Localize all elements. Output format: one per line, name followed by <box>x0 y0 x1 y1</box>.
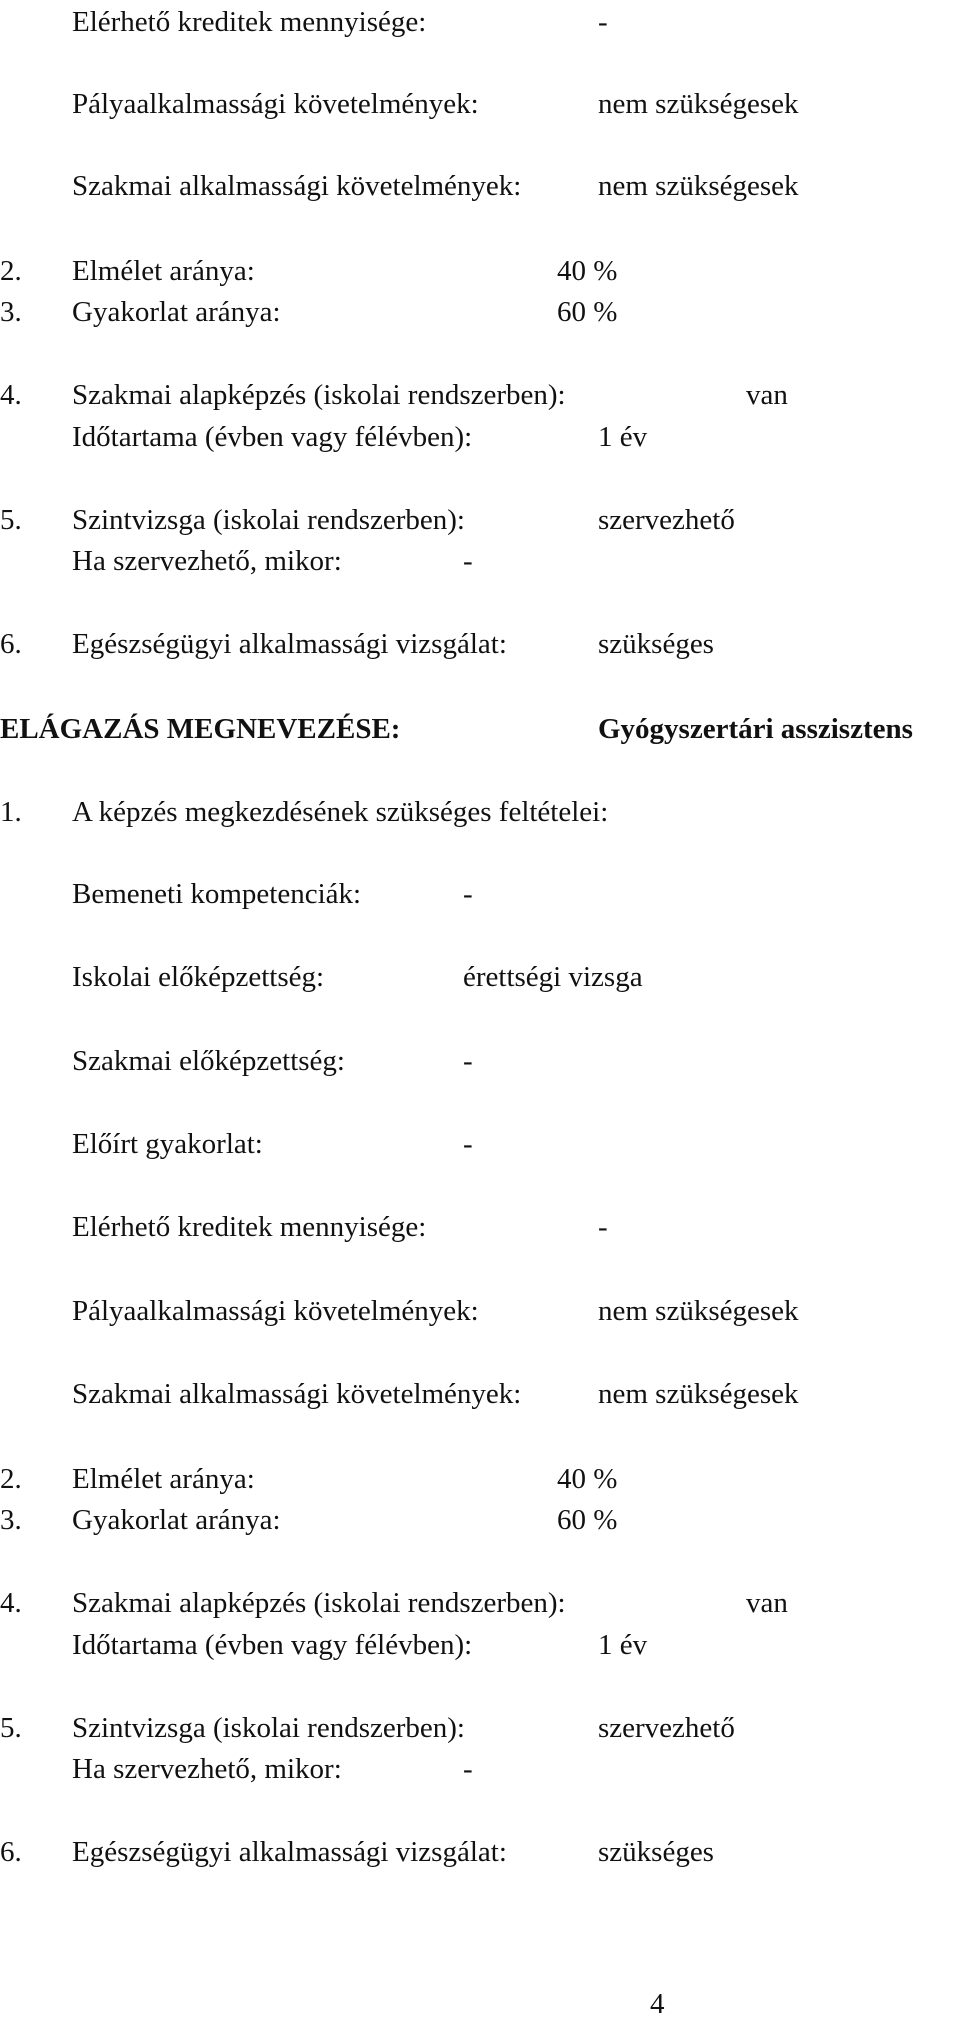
career-req-label: Pályaalkalmassági követelmények: <box>72 88 479 120</box>
credits-label: Elérhető kreditek mennyisége: <box>72 6 427 38</box>
prof-prior-label: Szakmai előképzettség: <box>72 1045 345 1077</box>
theory-number-2: 2. <box>0 1463 22 1495</box>
practice-number: 3. <box>0 296 22 328</box>
school-prior-value: érettségi vizsga <box>463 961 643 993</box>
credits-label-2: Elérhető kreditek mennyisége: <box>72 1211 427 1243</box>
branch-heading-label: ELÁGAZÁS MEGNEVEZÉSE: <box>0 713 401 745</box>
duration-label: Időtartama (évben vagy félévben): <box>72 421 473 453</box>
health-exam-number: 6. <box>0 628 22 660</box>
level-exam-number-2: 5. <box>0 1712 22 1744</box>
credits-value-2: - <box>598 1211 608 1243</box>
prereq-number: 1. <box>0 796 22 828</box>
career-req-value-2: nem szükségesek <box>598 1295 799 1327</box>
level-exam-number: 5. <box>0 504 22 536</box>
prof-req-value: nem szükségesek <box>598 170 799 202</box>
level-exam-value-2: szervezhető <box>598 1712 735 1744</box>
theory-label: Elmélet aránya: <box>72 255 255 287</box>
level-exam-value: szervezhető <box>598 504 735 536</box>
practice-value-2: 60 % <box>557 1504 618 1536</box>
prof-req-label: Szakmai alkalmassági követelmények: <box>72 170 522 202</box>
level-exam-label: Szintvizsga (iskolai rendszerben): <box>72 504 465 536</box>
prereq-heading: A képzés megkezdésének szükséges feltételei: <box>72 796 609 828</box>
practice-number-2: 3. <box>0 1504 22 1536</box>
basic-training-label: Szakmai alapképzés (iskolai rendszerben): <box>72 379 566 411</box>
prof-prior-value: - <box>463 1045 473 1077</box>
theory-label-2: Elmélet aránya: <box>72 1463 255 1495</box>
theory-value: 40 % <box>557 255 618 287</box>
basic-training-number: 4. <box>0 379 22 411</box>
prof-req-label-2: Szakmai alkalmassági követelmények: <box>72 1378 522 1410</box>
credits-value: - <box>598 6 608 38</box>
health-exam-label: Egészségügyi alkalmassági vizsgálat: <box>72 628 507 660</box>
input-competence-label: Bemeneti kompetenciák: <box>72 878 362 910</box>
basic-training-value-2: van <box>746 1587 788 1619</box>
practice-value: 60 % <box>557 296 618 328</box>
duration-value: 1 év <box>598 421 648 453</box>
page-number: 4 <box>650 1988 665 2020</box>
health-exam-label-2: Egészségügyi alkalmassági vizsgálat: <box>72 1836 507 1868</box>
career-req-label-2: Pályaalkalmassági követelmények: <box>72 1295 479 1327</box>
level-exam-when-label: Ha szervezhető, mikor: <box>72 545 342 577</box>
required-practice-value: - <box>463 1128 473 1160</box>
input-competence-value: - <box>463 878 473 910</box>
basic-training-number-2: 4. <box>0 1587 22 1619</box>
health-exam-value: szükséges <box>598 628 714 660</box>
career-req-value: nem szükségesek <box>598 88 799 120</box>
prof-req-value-2: nem szükségesek <box>598 1378 799 1410</box>
level-exam-label-2: Szintvizsga (iskolai rendszerben): <box>72 1712 465 1744</box>
practice-label: Gyakorlat aránya: <box>72 296 281 328</box>
required-practice-label: Előírt gyakorlat: <box>72 1128 263 1160</box>
branch-heading-value: Gyógyszertári asszisztens <box>598 713 913 745</box>
health-exam-value-2: szükséges <box>598 1836 714 1868</box>
basic-training-value: van <box>746 379 788 411</box>
duration-label-2: Időtartama (évben vagy félévben): <box>72 1629 473 1661</box>
basic-training-label-2: Szakmai alapképzés (iskolai rendszerben): <box>72 1587 566 1619</box>
level-exam-when-value-2: - <box>463 1753 473 1785</box>
theory-value-2: 40 % <box>557 1463 618 1495</box>
school-prior-label: Iskolai előképzettség: <box>72 961 325 993</box>
level-exam-when-value: - <box>463 545 473 577</box>
duration-value-2: 1 év <box>598 1629 648 1661</box>
theory-number: 2. <box>0 255 22 287</box>
practice-label-2: Gyakorlat aránya: <box>72 1504 281 1536</box>
health-exam-number-2: 6. <box>0 1836 22 1868</box>
level-exam-when-label-2: Ha szervezhető, mikor: <box>72 1753 342 1785</box>
